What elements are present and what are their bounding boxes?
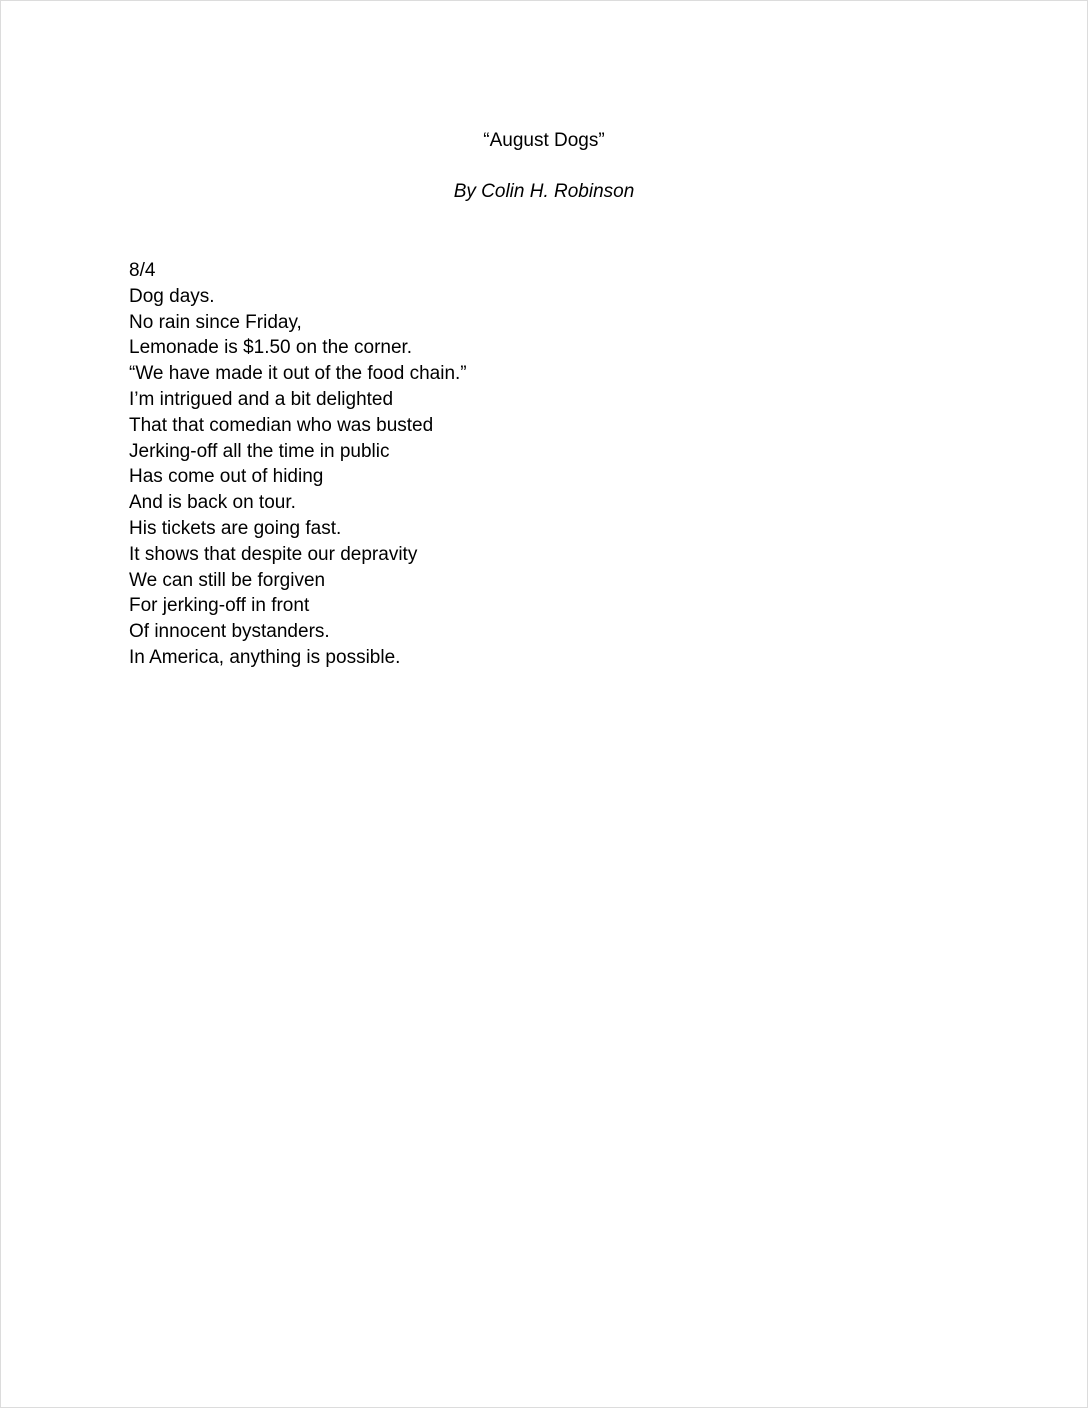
poem-line: Has come out of hiding [129, 466, 324, 488]
poem-line: It shows that despite our depravity [129, 543, 418, 565]
poem-line: Jerking-off all the time in public [129, 440, 390, 462]
poem-line: No rain since Friday, [129, 311, 302, 333]
poem-line: Of innocent bystanders. [129, 621, 330, 643]
poem-author: By Colin H. Robinson [453, 181, 635, 202]
poem-line: And is back on tour. [129, 492, 296, 514]
poem-line: Lemonade is $1.50 on the corner. [129, 337, 413, 359]
poem-line: For jerking-off in front [129, 595, 310, 617]
poem-line: We can still be forgiven [129, 569, 326, 591]
poem-title: “August Dogs” [483, 130, 605, 151]
poem-line: That that comedian who was busted [129, 414, 434, 436]
poem-date: 8/4 [129, 260, 156, 281]
poem-line: “We have made it out of the food chain.” [129, 363, 467, 385]
poem-line: His tickets are going fast. [129, 517, 342, 539]
poem-line: I’m intrigued and a bit delighted [129, 388, 394, 410]
poem-body [129, 258, 467, 671]
poem-line: In America, anything is possible. [129, 646, 401, 668]
poem-line: Dog days. [129, 285, 215, 307]
